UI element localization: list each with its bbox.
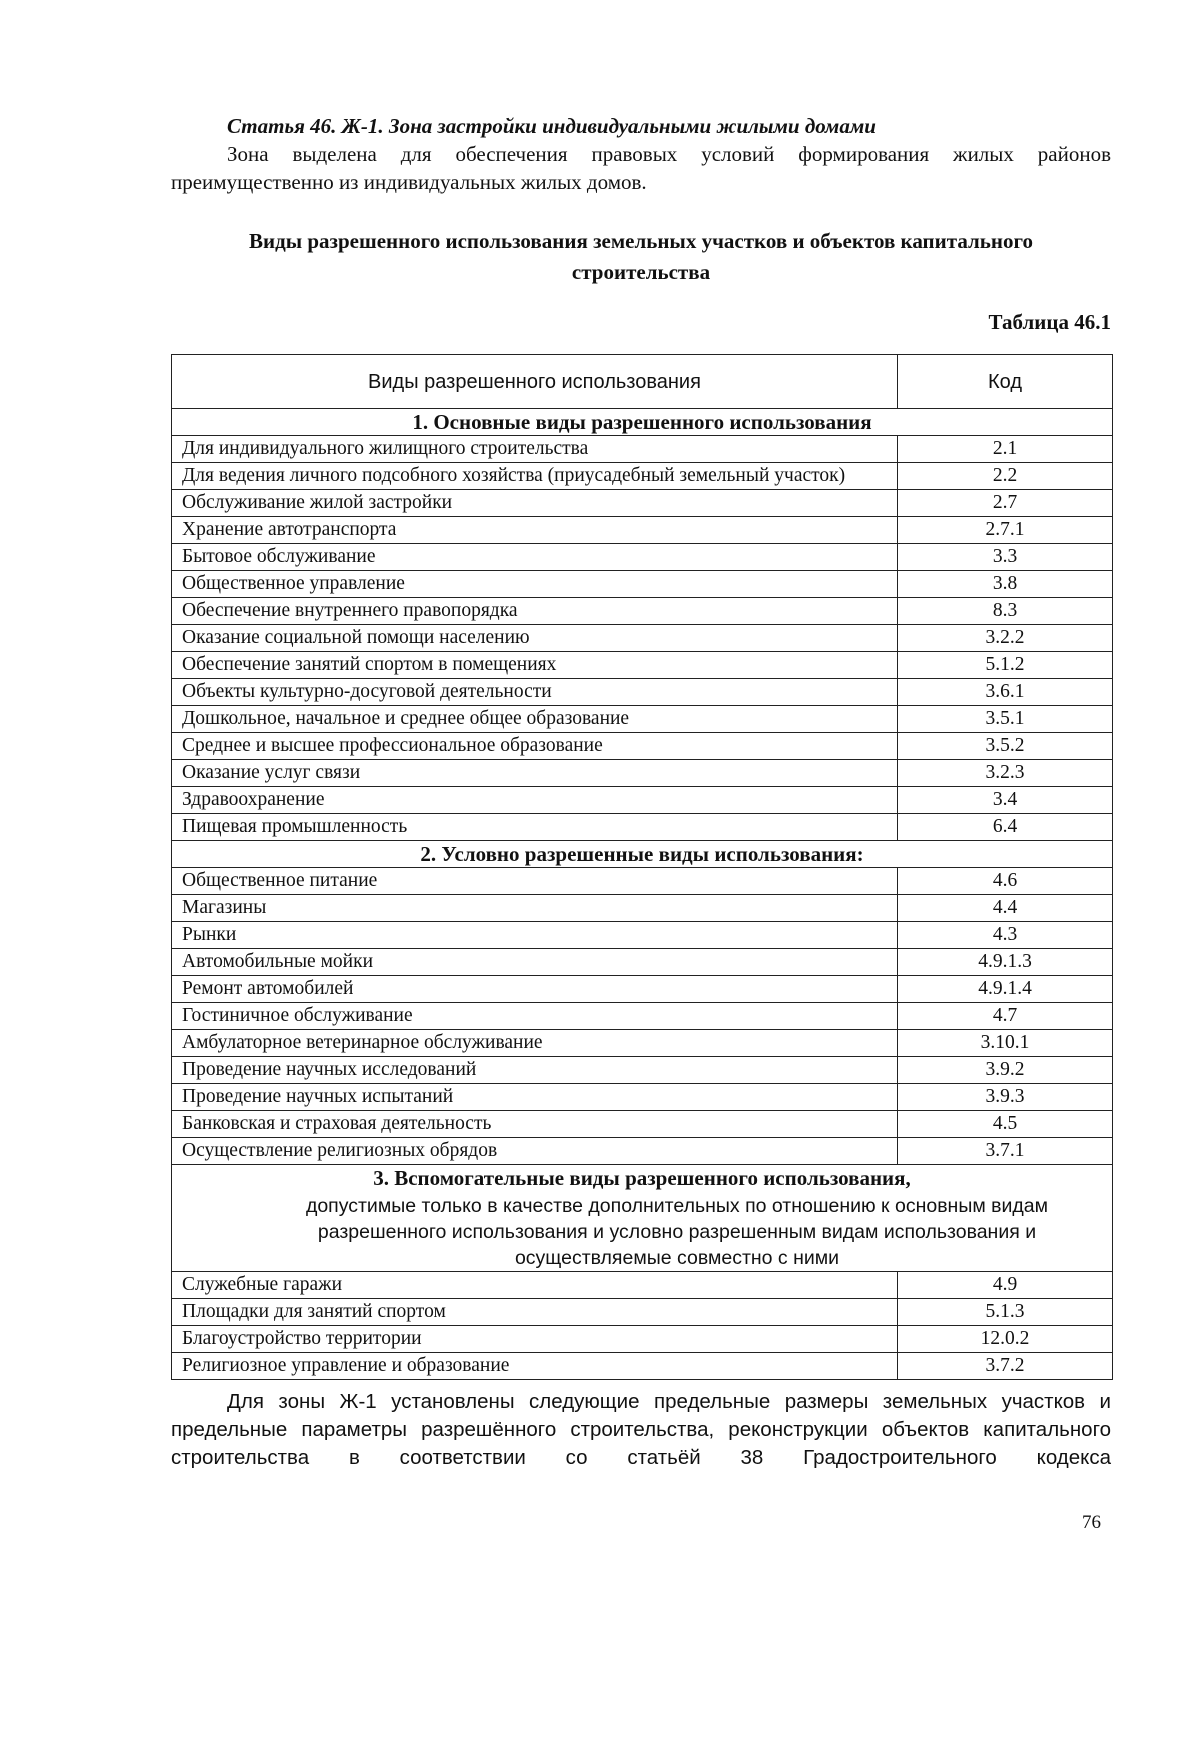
table-row <box>172 1030 1113 1057</box>
use-name-cell: Автомобильные мойки <box>172 949 898 976</box>
table-row <box>172 571 1113 598</box>
use-code-cell: 3.2.3 <box>898 760 1113 787</box>
use-code-cell: 2.7 <box>898 490 1113 517</box>
group-heading-main <box>172 409 1113 436</box>
use-name-cell: Обеспечение занятий спортом в помещениях <box>172 652 898 679</box>
section-heading-line1: Виды разрешенного использования земельных участков и объектов капитального <box>248 229 1034 253</box>
column-header-code: Код <box>898 355 1113 409</box>
use-name-cell: Здравоохранение <box>172 787 898 814</box>
use-name-cell: Общественное управление <box>172 571 898 598</box>
table-row <box>172 949 1113 976</box>
table-header-row <box>172 355 1113 409</box>
use-name-cell: Амбулаторное ветеринарное обслуживание <box>172 1030 898 1057</box>
use-code-cell: 4.9.1.4 <box>898 976 1113 1003</box>
use-code-cell: 3.10.1 <box>898 1030 1113 1057</box>
group-heading-conditional <box>172 841 1113 868</box>
use-name-cell: Банковская и страховая деятельность <box>172 1111 898 1138</box>
use-name-cell: Религиозное управление и образование <box>172 1353 898 1380</box>
table-row <box>172 706 1113 733</box>
table-row <box>172 625 1113 652</box>
table-row <box>172 976 1113 1003</box>
use-name-cell: Для индивидуального жилищного строительства <box>172 436 898 463</box>
table-row <box>172 1272 1113 1299</box>
page-number: 76 <box>1082 1512 1101 1533</box>
table-row <box>172 598 1113 625</box>
table-row <box>172 490 1113 517</box>
table-row <box>172 733 1113 760</box>
use-name-cell: Объекты культурно-досуговой деятельности <box>172 679 898 706</box>
article-title: Статья 46. Ж-1. Зона застройки индивидуальными жилыми домами <box>227 114 876 138</box>
table-row <box>172 1138 1113 1165</box>
use-name-cell: Магазины <box>172 895 898 922</box>
table-row <box>172 1326 1113 1353</box>
use-name-cell: Обеспечение внутреннего правопорядка <box>172 598 898 625</box>
use-name-cell: Обслуживание жилой застройки <box>172 490 898 517</box>
section-heading <box>171 226 1111 288</box>
use-name-cell: Рынки <box>172 922 898 949</box>
use-code-cell: 12.0.2 <box>898 1326 1113 1353</box>
table-row <box>172 760 1113 787</box>
table-row <box>172 463 1113 490</box>
table-row <box>172 787 1113 814</box>
use-code-cell: 5.1.2 <box>898 652 1113 679</box>
use-code-cell: 2.2 <box>898 463 1113 490</box>
use-code-cell: 4.6 <box>898 868 1113 895</box>
use-name-cell: Бытовое обслуживание <box>172 544 898 571</box>
table-row <box>172 1057 1113 1084</box>
use-name-cell: Дошкольное, начальное и среднее общее образование <box>172 706 898 733</box>
use-code-cell: 3.7.1 <box>898 1138 1113 1165</box>
use-name-cell: Оказание социальной помощи населению <box>172 625 898 652</box>
use-code-cell: 4.9.1.3 <box>898 949 1113 976</box>
use-name-cell: Благоустройство территории <box>172 1326 898 1353</box>
use-name-cell: Ремонт автомобилей <box>172 976 898 1003</box>
section-heading-line2: строительства <box>571 260 711 284</box>
closing-paragraph: Для зоны Ж-1 установлены следующие предельные размеры земельных участков и предельные параметры разрешённого строительства, реконструкции объектов капитального строительства в соответствии со статьёй 38 Градостроительного кодекса <box>171 1390 1111 1469</box>
table-row <box>172 814 1113 841</box>
table-row <box>172 679 1113 706</box>
use-code-cell: 3.3 <box>898 544 1113 571</box>
table-row <box>172 922 1113 949</box>
use-name-cell: Для ведения личного подсобного хозяйства (приусадебный земельный участок) <box>172 463 898 490</box>
group-heading-auxiliary-cell <box>172 1165 1113 1272</box>
use-name-cell: Среднее и высшее профессиональное образование <box>172 733 898 760</box>
table-row <box>172 517 1113 544</box>
table-row <box>172 895 1113 922</box>
table-caption: Таблица 46.1 <box>988 310 1111 334</box>
table-row <box>172 1111 1113 1138</box>
use-code-cell: 3.9.3 <box>898 1084 1113 1111</box>
use-code-cell: 3.8 <box>898 571 1113 598</box>
use-code-cell: 3.2.2 <box>898 625 1113 652</box>
table-row <box>172 1084 1113 1111</box>
use-code-cell: 8.3 <box>898 598 1113 625</box>
use-name-cell: Площадки для занятий спортом <box>172 1299 898 1326</box>
use-code-cell: 6.4 <box>898 814 1113 841</box>
table-row <box>172 1353 1113 1380</box>
use-code-cell: 3.5.1 <box>898 706 1113 733</box>
use-code-cell: 5.1.3 <box>898 1299 1113 1326</box>
table-row <box>172 1299 1113 1326</box>
group-heading-auxiliary-subtitle: допустимые только в качестве дополнительных по отношению к основным видам разрешенного использования и условно разрешенным видам использования и осуществляемые совместно с ними <box>305 1195 1049 1269</box>
use-code-cell: 2.1 <box>898 436 1113 463</box>
use-name-cell: Общественное питание <box>172 868 898 895</box>
use-code-cell: 4.3 <box>898 922 1113 949</box>
article-intro: Зона выделена для обеспечения правовых условий формирования жилых районов преимущественно из индивидуальных жилых домов. <box>171 142 1111 194</box>
table-row <box>172 436 1113 463</box>
use-name-cell: Служебные гаражи <box>172 1272 898 1299</box>
document-page <box>171 112 1111 1472</box>
use-code-cell: 4.9 <box>898 1272 1113 1299</box>
use-code-cell: 4.4 <box>898 895 1113 922</box>
column-header-use: Виды разрешенного использования <box>172 355 898 409</box>
use-code-cell: 4.7 <box>898 1003 1113 1030</box>
use-code-cell: 2.7.1 <box>898 517 1113 544</box>
group-heading-conditional-title: 2. Условно разрешенные виды использования: <box>172 841 1113 868</box>
use-code-cell: 3.4 <box>898 787 1113 814</box>
use-code-cell: 3.5.2 <box>898 733 1113 760</box>
group-heading-auxiliary <box>172 1165 1113 1272</box>
use-name-cell: Проведение научных испытаний <box>172 1084 898 1111</box>
use-name-cell: Оказание услуг связи <box>172 760 898 787</box>
use-code-cell: 3.9.2 <box>898 1057 1113 1084</box>
group-heading-main-title: 1. Основные виды разрешенного использования <box>172 409 1113 436</box>
use-name-cell: Хранение автотранспорта <box>172 517 898 544</box>
table-row <box>172 652 1113 679</box>
table-row <box>172 1003 1113 1030</box>
use-code-cell: 3.6.1 <box>898 679 1113 706</box>
use-name-cell: Проведение научных исследований <box>172 1057 898 1084</box>
group-heading-auxiliary-title: 3. Вспомогательные виды разрешенного использования, <box>373 1166 911 1190</box>
use-name-cell: Осуществление религиозных обрядов <box>172 1138 898 1165</box>
permitted-uses-table <box>171 354 1113 1380</box>
use-name-cell: Пищевая промышленность <box>172 814 898 841</box>
table-row <box>172 544 1113 571</box>
use-code-cell: 3.7.2 <box>898 1353 1113 1380</box>
use-name-cell: Гостиничное обслуживание <box>172 1003 898 1030</box>
table-row <box>172 868 1113 895</box>
use-code-cell: 4.5 <box>898 1111 1113 1138</box>
